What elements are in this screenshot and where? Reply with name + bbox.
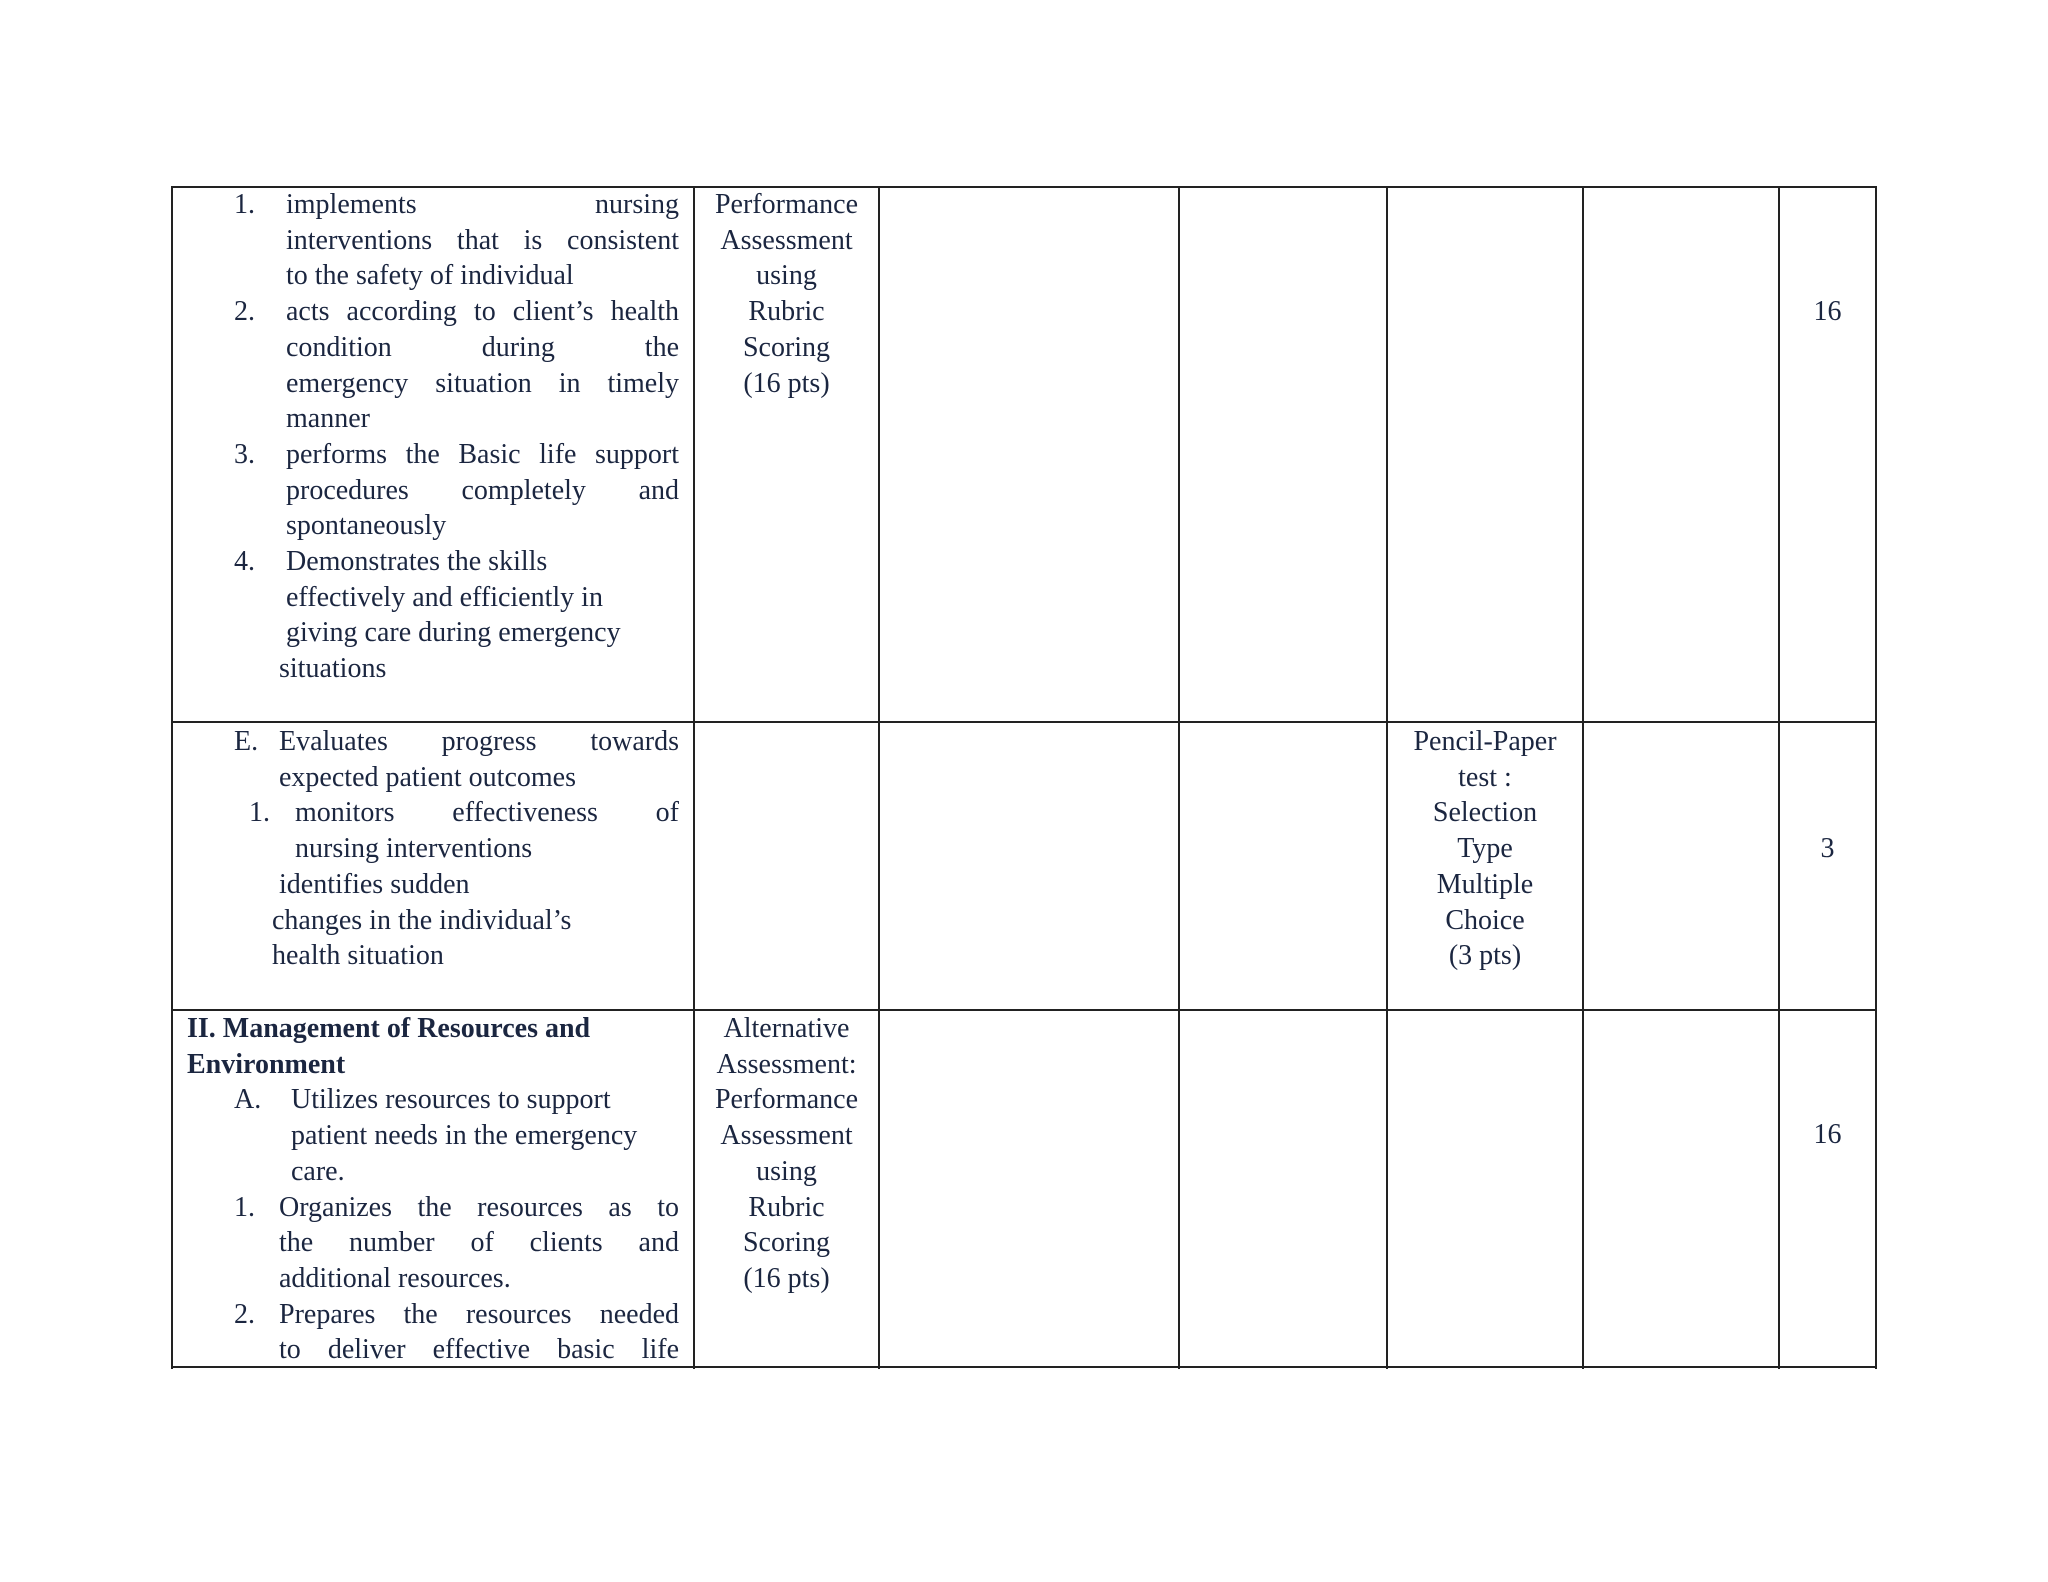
assessment-method: using — [756, 1155, 817, 1187]
criteria-text: Prepares the resources needed — [279, 1298, 679, 1330]
assessment-method: Performance — [714, 189, 859, 220]
list-number: 3. — [234, 438, 255, 470]
list-number: E. — [234, 726, 259, 757]
criteria-text: the number of clients and — [279, 1227, 679, 1259]
list-number: 1. — [249, 797, 270, 829]
assessment-method: Rubric — [748, 1191, 825, 1223]
list-number: 1. — [234, 189, 255, 220]
criteria-text: to the safety of individual — [286, 260, 574, 292]
criteria-text: care. — [291, 1155, 345, 1187]
criteria-text: performs the Basic life support — [286, 438, 679, 470]
table-border — [1875, 187, 1877, 1369]
criteria-text: situations — [279, 653, 387, 685]
criteria-text: Evaluates progress towards — [279, 726, 679, 757]
assessment-method: Performance — [714, 1084, 859, 1116]
criteria-text: health situation — [272, 940, 444, 972]
test-type: Type — [1457, 833, 1513, 865]
assessment-method: Assessment — [720, 1120, 853, 1152]
list-number: 2. — [234, 296, 255, 328]
criteria-text: procedures completely and — [286, 474, 679, 506]
criteria-text: condition during the — [286, 331, 679, 363]
criteria-text: spontaneously — [286, 510, 447, 542]
assessment-method: Scoring — [742, 1227, 831, 1259]
criteria-text: emergency situation in timely — [286, 367, 679, 399]
item-count: 16 — [1813, 1119, 1842, 1150]
test-type: Choice — [1445, 904, 1525, 936]
criteria-text: manner — [286, 403, 370, 435]
item-count: 3 — [1820, 833, 1835, 864]
criteria-text: identifies sudden — [279, 868, 470, 900]
criteria-text: Utilizes resources to support — [291, 1084, 611, 1116]
list-number: A. — [234, 1084, 262, 1116]
criteria-text: nursing interventions — [295, 833, 533, 865]
test-type: test : — [1458, 761, 1512, 793]
assessment-method: Alternative — [723, 1013, 850, 1044]
list-number: 4. — [234, 546, 255, 577]
criteria-text: additional resources. — [279, 1262, 511, 1294]
assessment-method: using — [756, 260, 817, 292]
table-border — [1178, 187, 1180, 1369]
assessment-method: Assessment: — [716, 1048, 857, 1080]
table-border — [171, 721, 1877, 723]
criteria-text: acts according to client’s health — [286, 296, 679, 328]
assessment-method: Scoring — [742, 331, 831, 363]
section-heading: Environment — [187, 1048, 346, 1080]
criteria-text: implements nursing — [286, 189, 679, 220]
table-border — [171, 187, 173, 1369]
criteria-text: changes in the individual’s — [272, 904, 572, 936]
test-type: Multiple — [1436, 868, 1534, 900]
criteria-text: patient needs in the emergency — [291, 1120, 638, 1152]
criteria-text: effectively and efficiently in — [286, 581, 603, 613]
list-number: 1. — [234, 1191, 255, 1223]
criteria-text: to deliver effective basic life — [279, 1334, 679, 1366]
assessment-method: Assessment — [720, 224, 853, 256]
test-type: Selection — [1432, 797, 1538, 829]
criteria-text: Organizes the resources as to — [279, 1191, 679, 1223]
assessment-method: (16 pts) — [743, 367, 830, 399]
criteria-text: interventions that is consistent — [286, 224, 679, 256]
assessment-method: (16 pts) — [743, 1262, 830, 1294]
criteria-text: monitors effectiveness of — [295, 797, 679, 829]
criteria-text: expected patient outcomes — [279, 761, 576, 793]
test-type: Pencil-Paper — [1413, 726, 1557, 757]
test-type: (3 pts) — [1448, 940, 1522, 972]
criteria-text: giving care during emergency — [286, 617, 621, 649]
list-number: 2. — [234, 1298, 255, 1330]
criteria-text: Demonstrates the skills — [286, 546, 548, 577]
assessment-method: Rubric — [748, 296, 825, 328]
section-heading: II. Management of Resources and — [187, 1013, 591, 1044]
item-count: 16 — [1813, 296, 1842, 327]
table-border — [1778, 187, 1780, 1369]
